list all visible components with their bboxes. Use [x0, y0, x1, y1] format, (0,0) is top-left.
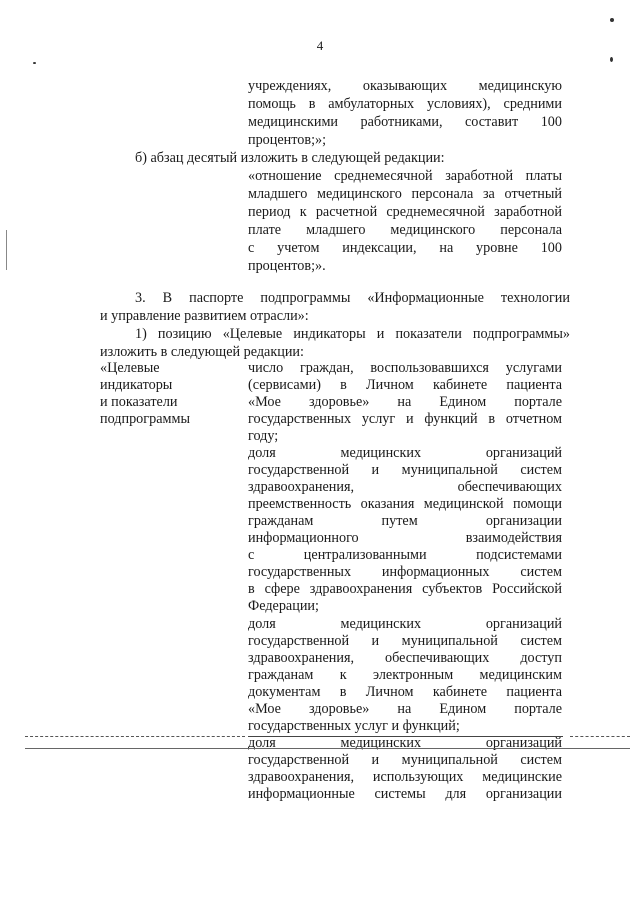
table-right-line: государственных информационных систем [248, 564, 562, 580]
text-line: период к расчетной среднемесячной заработной [248, 204, 562, 220]
scan-speck [33, 62, 36, 64]
table-right-line: информационного взаимодействия [248, 530, 562, 546]
text-line: учреждениях, оказывающих медицинскую [248, 78, 562, 94]
table-right-line: документам в Личном кабинете пациента [248, 684, 562, 700]
text-line: изложить в следующей редакции: [100, 344, 304, 360]
table-left-label: подпрограммы [100, 411, 190, 427]
table-right-line: государственной и муниципальной систем [248, 462, 562, 478]
scan-crease-line [25, 748, 630, 749]
table-right-line: доля медицинских организаций [248, 445, 562, 461]
text-line: б) абзац десятый изложить в следующей редакции: [135, 150, 445, 166]
table-right-line: доля медицинских организаций [248, 616, 562, 632]
table-right-line: гражданам к электронным медицинским [248, 667, 562, 683]
scan-speck [610, 57, 613, 62]
table-left-label: «Целевые [100, 360, 160, 376]
text-line: младшего медицинского персонала за отчетный [248, 186, 562, 202]
table-right-line: информационные системы для организации [248, 786, 562, 802]
text-line: «отношение среднемесячной заработной платы [248, 168, 562, 184]
scan-speck [610, 18, 614, 22]
scan-crease-line [570, 736, 630, 737]
table-right-line: доля медицинских организаций [248, 735, 562, 751]
text-line: процентов;». [248, 258, 326, 274]
table-right-line: году; [248, 428, 279, 444]
text-line: и управление развитием отрасли»: [100, 308, 309, 324]
table-right-line: здравоохранения, обеспечивающих [248, 479, 562, 495]
scan-crease-line [248, 736, 563, 737]
text-line: 1) позицию «Целевые индикаторы и показатели подпрограммы» [135, 326, 570, 342]
table-right-line: число граждан, воспользовавшихся услугами [248, 360, 562, 376]
table-right-line: государственной и муниципальной систем [248, 633, 562, 649]
scan-crease-line [25, 736, 245, 737]
table-right-line: государственных услуг и функций в отчетном [248, 411, 562, 427]
text-line: плате младшего медицинского персонала [248, 222, 562, 238]
text-line: 3. В паспорте подпрограммы «Информационные технологии [135, 290, 570, 306]
table-right-line: «Мое здоровье» на Едином портале [248, 394, 562, 410]
text-line: с учетом индексации, на уровне 100 [248, 240, 562, 256]
table-right-line: гражданам путем организации [248, 513, 562, 529]
table-left-label: индикаторы [100, 377, 173, 393]
table-right-line: преемственность оказания медицинской помощи [248, 496, 562, 512]
table-left-label: и показатели [100, 394, 178, 410]
table-right-line: Федерации; [248, 598, 319, 614]
table-right-line: в сфере здравоохранения субъектов Российской [248, 581, 562, 597]
text-line: медицинскими работниками, составит 100 [248, 114, 562, 130]
table-right-line: здравоохранения, обеспечивающих доступ [248, 650, 562, 666]
page-number: 4 [316, 38, 324, 53]
text-line: процентов;»; [248, 132, 327, 148]
table-right-line: (сервисами) в Личном кабинете пациента [248, 377, 562, 393]
text-line: помощь в амбулаторных условиях), средними [248, 96, 562, 112]
table-right-line: с централизованными подсистемами [248, 547, 562, 563]
table-right-line: «Мое здоровье» на Едином портале [248, 701, 562, 717]
table-right-line: государственной и муниципальной систем [248, 752, 562, 768]
table-right-line: здравоохранения, использующих медицинские [248, 769, 562, 785]
margin-mark [6, 230, 7, 270]
table-right-line: государственных услуг и функций; [248, 718, 460, 734]
